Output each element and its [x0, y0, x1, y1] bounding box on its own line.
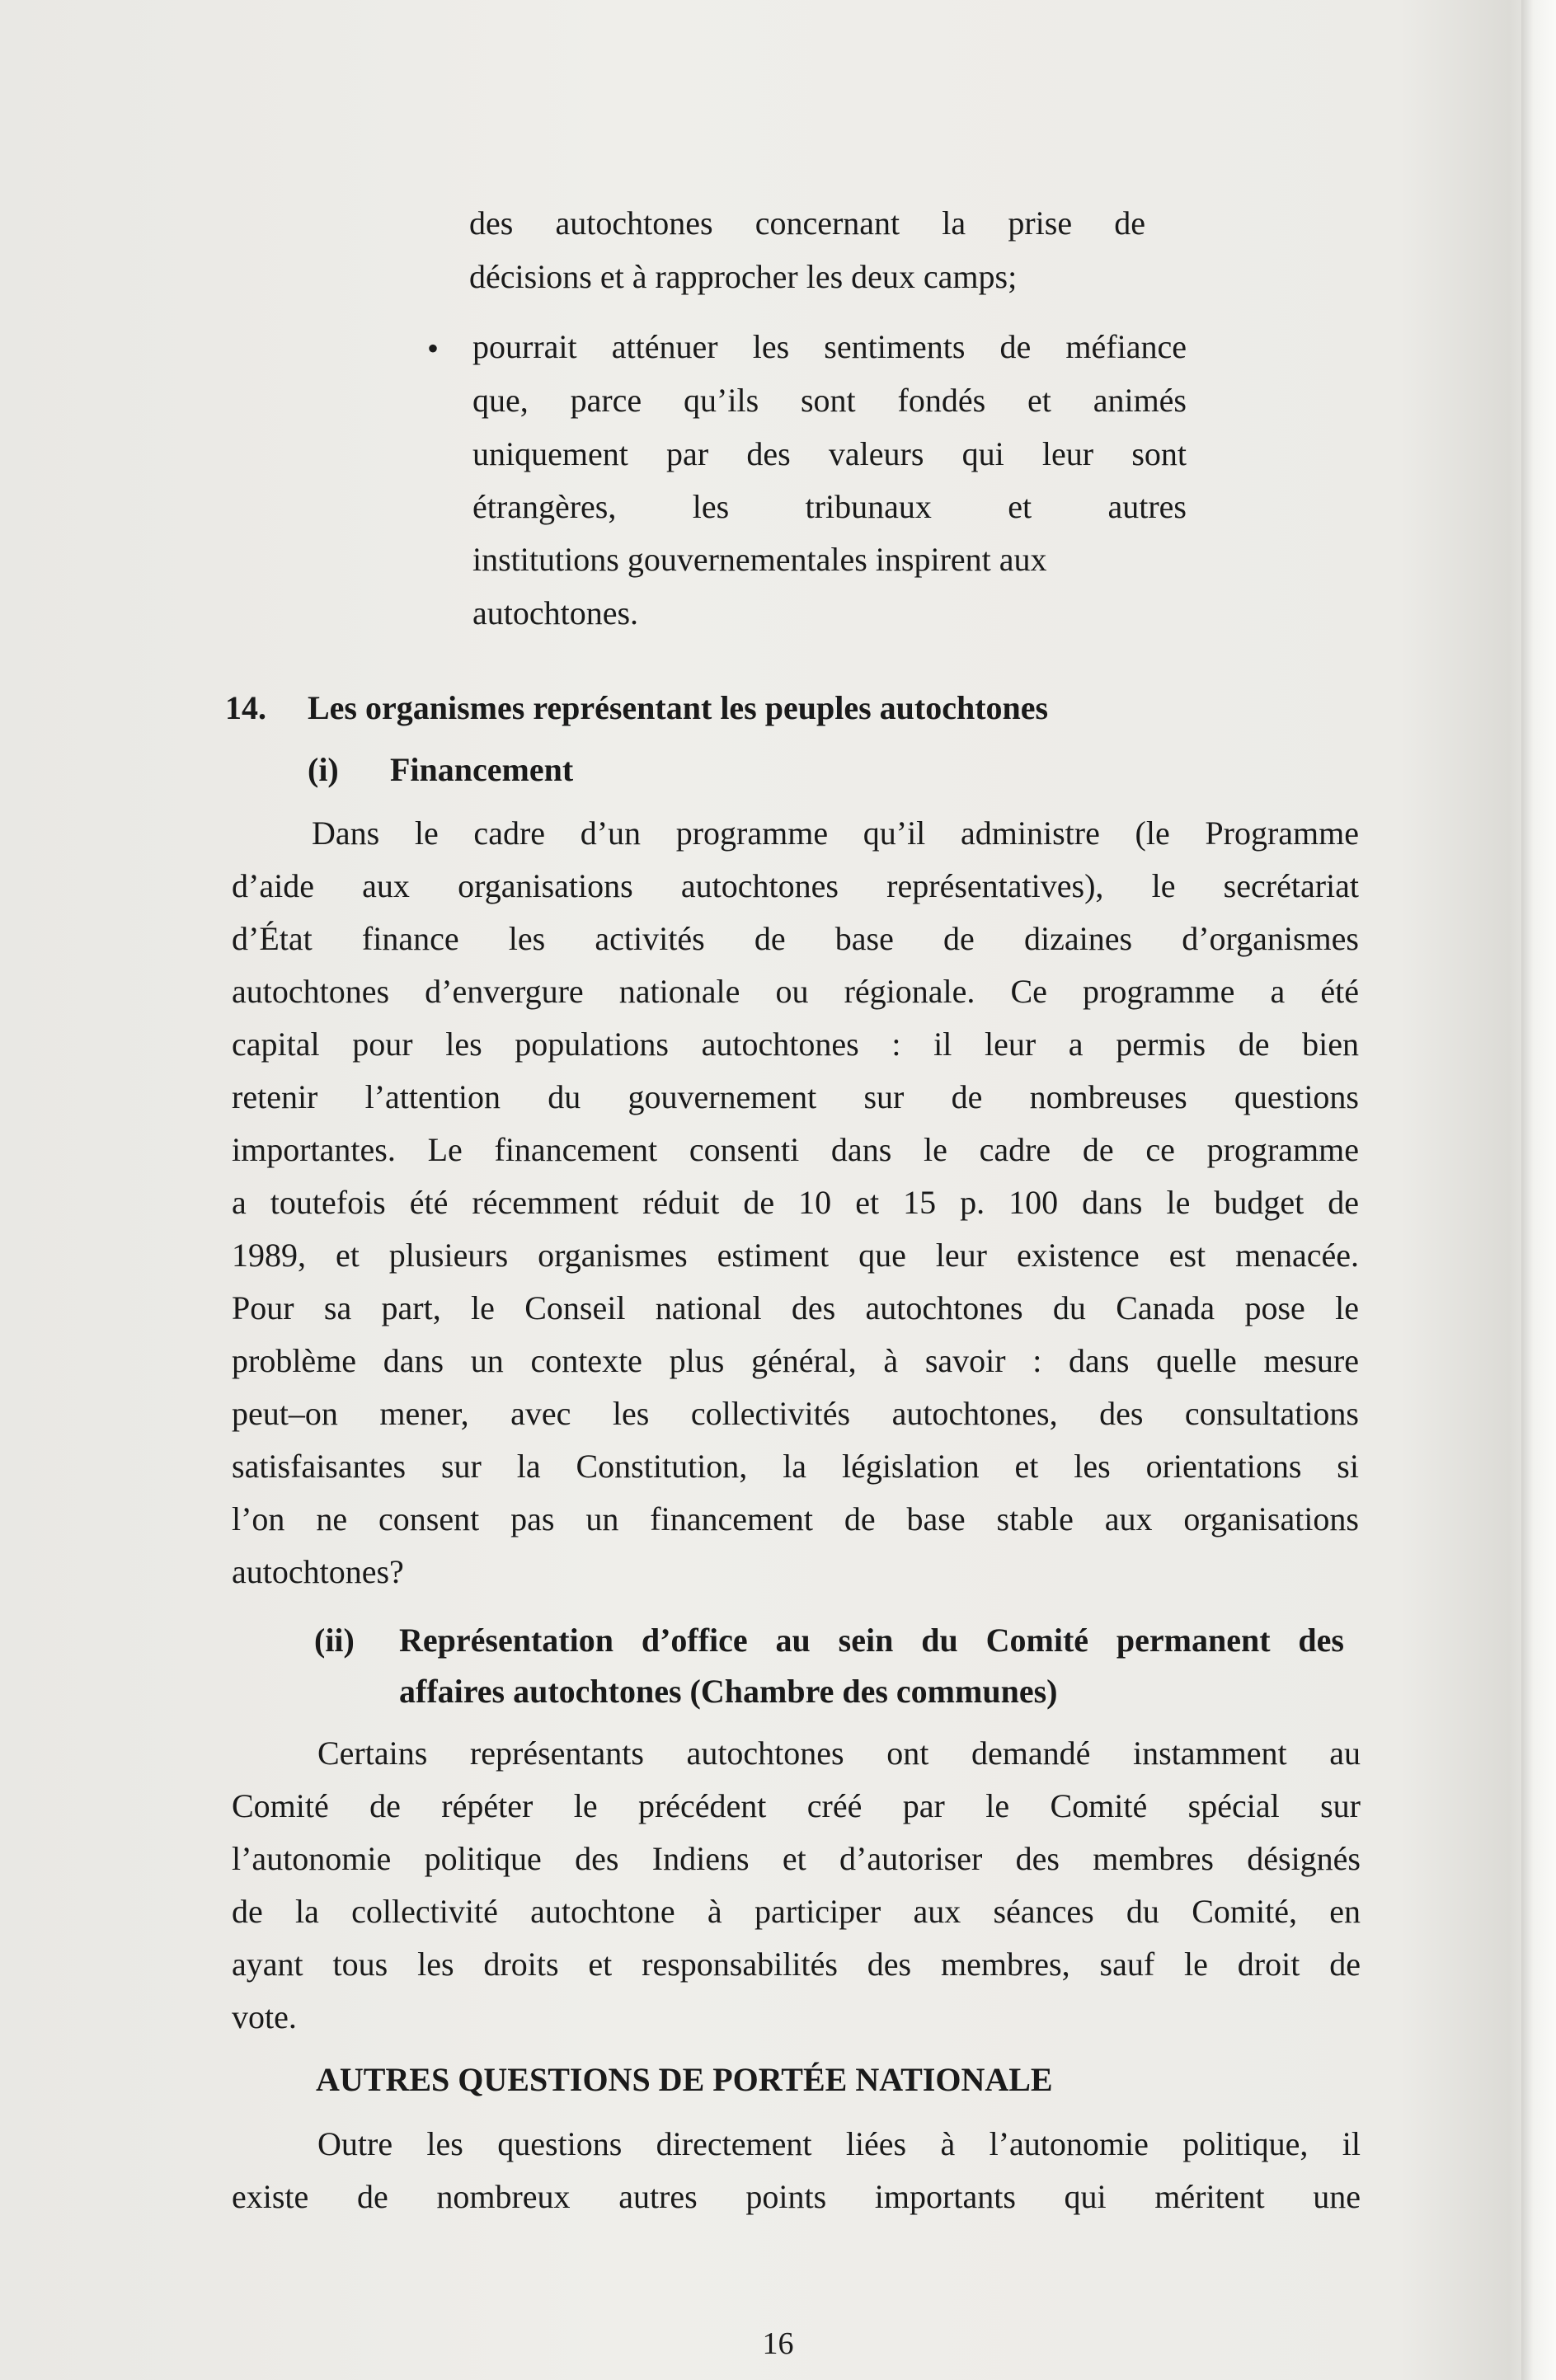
page-edge [1521, 0, 1556, 2380]
paragraph-line: de la collectivité autochtone à participer aux séances du Comité, en [232, 1893, 1361, 1930]
bullet-icon: • [427, 330, 440, 367]
paragraph-line: vote. [232, 1998, 297, 2035]
section-number: 14. [225, 689, 266, 726]
section-heading: AUTRES QUESTIONS DE PORTÉE NATIONALE [316, 2061, 1053, 2098]
paragraph-line: capital pour les populations autochtones : il leur a permis de bien [232, 1026, 1359, 1063]
paragraph-line: a toutefois été récemment réduit de 10 et 15 p. 100 dans le budget de [232, 1184, 1359, 1221]
bullet-line: que, parce qu’ils sont fondés et animés [472, 382, 1187, 419]
paragraph-line: 1989, et plusieurs organismes estiment que leur existence est menacée. [232, 1237, 1359, 1274]
paragraph-line: autochtones? [232, 1553, 404, 1590]
paragraph-line: Pour sa part, le Conseil national des autochtones du Canada pose le [232, 1289, 1359, 1326]
section-title: Les organismes représentant les peuples autochtones [308, 689, 1049, 726]
paragraph-line: existe de nombreux autres points importants qui méritent une [232, 2178, 1361, 2215]
subsection-number: (ii) [314, 1622, 355, 1659]
subsection-number: (i) [308, 751, 339, 788]
paragraph-line: Outre les questions directement liées à l’autonomie politique, il [317, 2125, 1361, 2162]
subsection-title: Représentation d’office au sein du Comité permanent des [399, 1622, 1344, 1659]
bullet-continuation-line: des autochtones concernant la prise de [469, 204, 1145, 242]
paragraph-line: peut–on mener, avec les collectivités autochtones, des consultations [232, 1395, 1359, 1432]
paragraph-line: Certains représentants autochtones ont demandé instamment au [317, 1735, 1361, 1772]
subsection-title: affaires autochtones (Chambre des communes) [399, 1673, 1058, 1710]
paragraph-line: Comité de répéter le précédent créé par le Comité spécial sur [232, 1787, 1361, 1824]
bullet-line: étrangères, les tribunaux et autres [472, 488, 1187, 525]
bullet-line: institutions gouvernementales inspirent aux [472, 541, 1047, 578]
paragraph-line: autochtones d’envergure nationale ou régionale. Ce programme a été [232, 973, 1359, 1010]
paragraph-line: ayant tous les droits et responsabilités des membres, sauf le droit de [232, 1946, 1361, 1983]
paragraph-line: d’aide aux organisations autochtones représentatives), le secrétariat [232, 867, 1359, 904]
page-number: 16 [762, 2326, 794, 2361]
paragraph-line: problème dans un contexte plus général, à savoir : dans quelle mesure [232, 1342, 1359, 1379]
paragraph-line: l’autonomie politique des Indiens et d’autoriser des membres désignés [232, 1840, 1361, 1877]
paragraph-line: l’on ne consent pas un financement de base stable aux organisations [232, 1500, 1359, 1537]
paragraph-line: Dans le cadre d’un programme qu’il administre (le Programme [312, 814, 1359, 852]
paragraph-line: retenir l’attention du gouvernement sur de nombreuses questions [232, 1078, 1359, 1115]
bullet-line: uniquement par des valeurs qui leur sont [472, 435, 1187, 472]
paragraph-line: importantes. Le financement consenti dans le cadre de ce programme [232, 1131, 1359, 1168]
bullet-continuation-line: décisions et à rapprocher les deux camps; [469, 258, 1018, 295]
bullet-line: autochtones. [472, 594, 639, 631]
paragraph-line: satisfaisantes sur la Constitution, la législation et les orientations si [232, 1448, 1359, 1485]
paragraph-line: d’État finance les activités de base de dizaines d’organismes [232, 920, 1359, 957]
subsection-title: Financement [390, 751, 574, 788]
bullet-line: pourrait atténuer les sentiments de méfiance [472, 328, 1187, 365]
